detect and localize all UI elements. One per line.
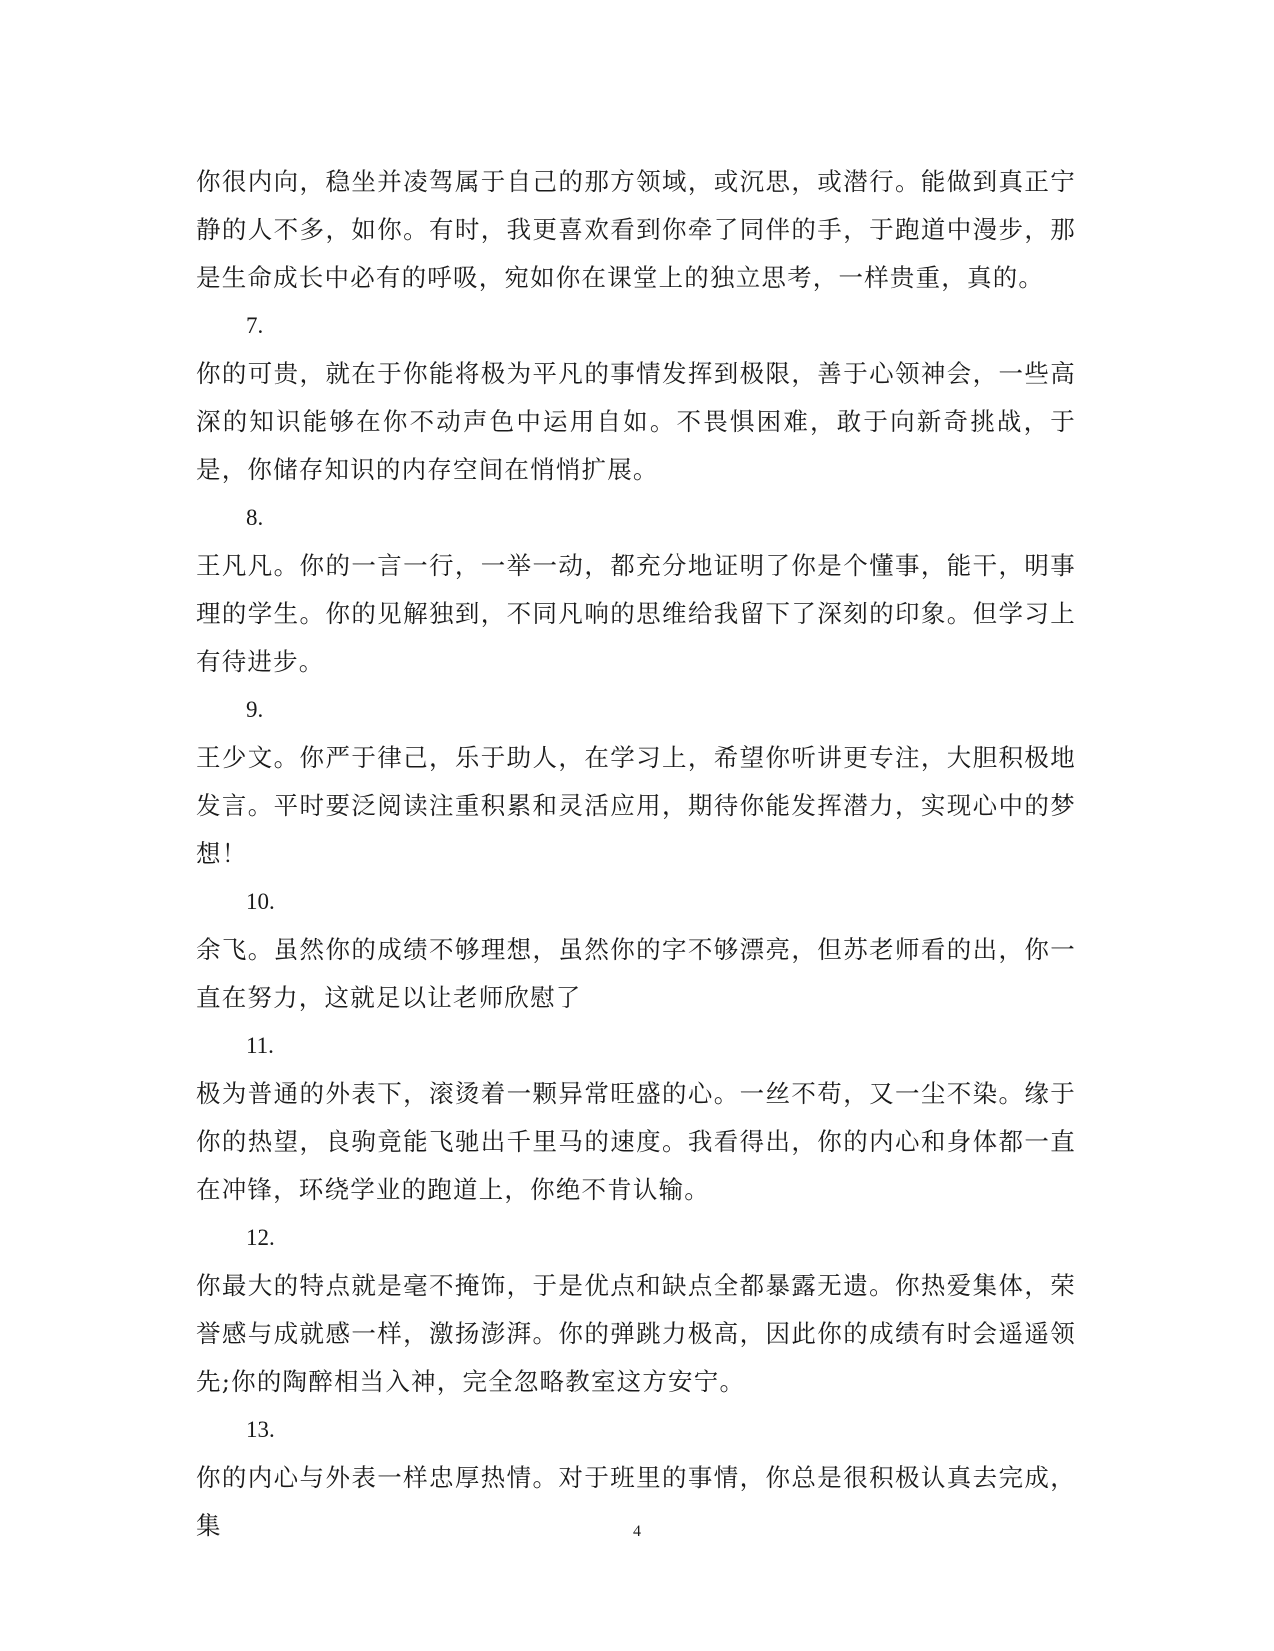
comment-paragraph: 王凡凡。你的一言一行，一举一动，都充分地证明了你是个懂事，能干，明事理的学生。你的见解独到，不同凡响的思维给我留下了深刻的印象。但学习上有待进步。 bbox=[196, 551, 1076, 676]
item-number: 13. bbox=[246, 1417, 275, 1442]
item-number: 8. bbox=[246, 505, 264, 530]
item-number: 10. bbox=[246, 889, 275, 914]
comment-paragraph: 你的可贵，就在于你能将极为平凡的事情发挥到极限，善于心领神会，一些高深的知识能够在你不动声色中运用自如。不畏惧困难，敢于向新奇挑战，于是，你储存知识的内存空间在悄悄扩展。 bbox=[196, 359, 1076, 484]
document-body bbox=[196, 158, 1076, 1550]
page-number: 4 bbox=[633, 1523, 641, 1540]
comment-paragraph: 你很内向，稳坐并凌驾属于自己的那方领域，或沉思，或潜行。能做到真正宁静的人不多，如你。有时，我更喜欢看到你牵了同伴的手，于跑道中漫步，那是生命成长中必有的呼吸，宛如你在课堂上的独立思考，一样贵重，真的。 bbox=[196, 167, 1076, 292]
comment-paragraph: 余飞。虽然你的成绩不够理想，虽然你的字不够漂亮，但苏老师看的出，你一直在努力，这就足以让老师欣慰了 bbox=[196, 935, 1076, 1012]
item-number: 9. bbox=[246, 697, 264, 722]
item-number: 7. bbox=[246, 313, 264, 338]
comment-paragraph: 你最大的特点就是毫不掩饰，于是优点和缺点全都暴露无遗。你热爱集体，荣誉感与成就感一样，激扬澎湃。你的弹跳力极高，因此你的成绩有时会遥遥领先;你的陶醉相当入神，完全忽略教室这方安宁。 bbox=[196, 1271, 1076, 1396]
item-number: 12. bbox=[246, 1225, 275, 1250]
comment-paragraph: 王少文。你严于律己，乐于助人，在学习上，希望你听讲更专注，大胆积极地发言。平时要泛阅读注重积累和灵活应用，期待你能发挥潜力，实现心中的梦想！ bbox=[196, 743, 1076, 868]
comment-paragraph: 极为普通的外表下，滚烫着一颗异常旺盛的心。一丝不苟，又一尘不染。缘于你的热望，良驹竟能飞驰出千里马的速度。我看得出，你的内心和身体都一直在冲锋，环绕学业的跑道上，你绝不肯认输。 bbox=[196, 1079, 1076, 1204]
comment-paragraph: 你的内心与外表一样忠厚热情。对于班里的事情，你总是很积极认真去完成，集 bbox=[196, 1463, 1076, 1540]
item-number: 11. bbox=[246, 1033, 274, 1058]
